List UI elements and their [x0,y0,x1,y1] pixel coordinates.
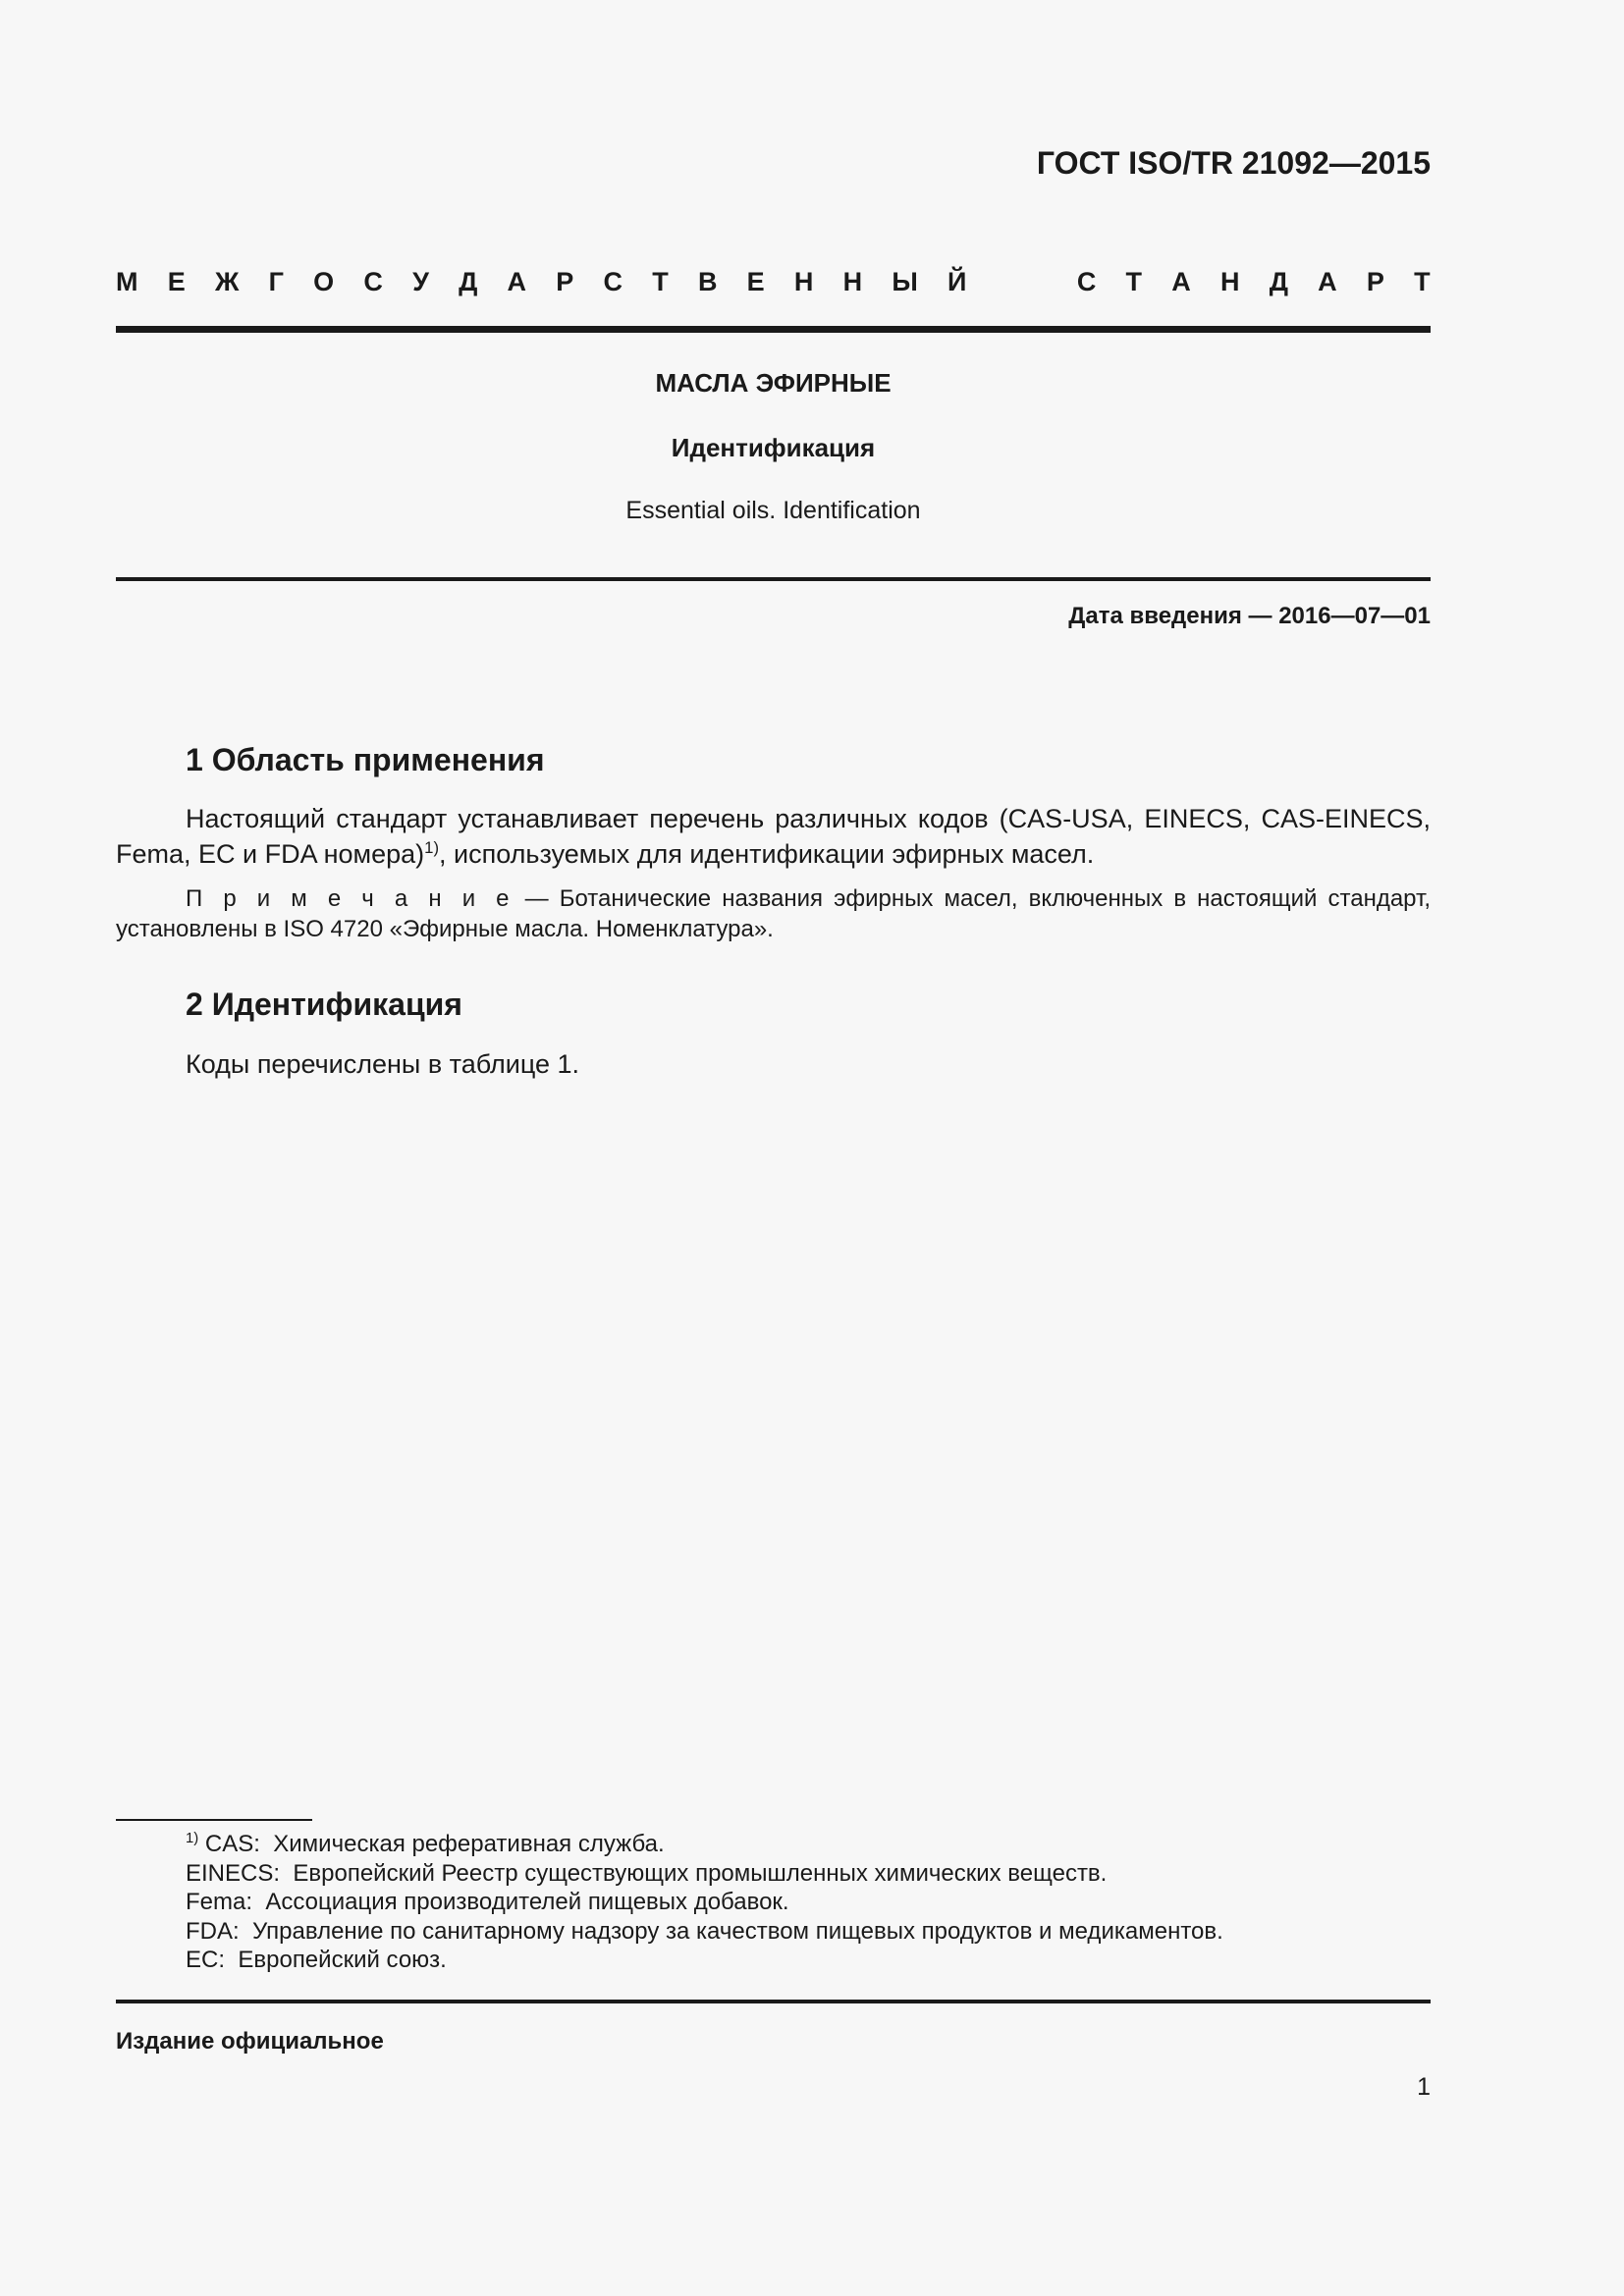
heading-letter: В [697,267,718,296]
header-rule [116,326,1431,333]
heading-letter: Т [652,267,669,296]
note-label: П р и м е ч а н и е [186,885,514,912]
heading-letter: Е [167,267,186,296]
footnote-mark: 1) [186,1831,199,1846]
footer-rule [116,2000,1431,2003]
footnote-text: Европейский Реестр существующих промышленных химических веществ. [293,1859,1108,1887]
heading-letter: Р [1366,267,1384,296]
footnote-item [186,1946,1223,1975]
heading-letter: Н [842,267,863,296]
document-title-english: Essential oils. Identification [625,497,921,524]
heading-letter: Н [793,267,814,296]
heading-letter: Р [556,267,574,296]
heading-letter: Й [947,267,967,296]
heading-letter: Д [1269,267,1288,296]
footnote-item [186,1859,1223,1889]
scope-paragraph [116,801,1431,872]
document-title: МАСЛА ЭФИРНЫЕ [655,368,892,398]
footnote-abbr: FDA: [186,1917,240,1945]
footnote-text: Химическая реферативная служба. [273,1831,665,1857]
standard-code: ГОСТ ISO/TR 21092—2015 [1036,145,1431,181]
document-subtitle: Идентификация [671,433,876,462]
heading-letter: Н [1219,267,1240,296]
heading-letter: О [313,267,335,296]
footnote-abbr: EINECS: [186,1859,281,1887]
heading-letter: С [363,267,383,296]
heading-letter: У [412,267,429,296]
footnote-abbr: CAS: [204,1831,260,1857]
scope-note [116,883,1431,944]
heading-letter: С [1076,267,1097,296]
section-heading-identification: 2 Идентификация [186,987,462,1022]
word-gap [997,267,1048,297]
footnote-separator [116,1819,312,1821]
title-rule [116,577,1431,581]
footnote-reference: 1) [424,838,440,857]
introduction-date: Дата введения — 2016—07—01 [1068,603,1431,629]
footnote-item [186,1917,1223,1947]
heading-letter: Д [459,267,478,296]
heading-letter: Г [268,267,284,296]
footnote-item [186,1830,1223,1859]
footnote-abbr: EC: [186,1947,226,1973]
scope-text-tail: , используемых для идентификации эфирных масел. [439,839,1095,869]
page-number: 1 [1417,2073,1431,2101]
heading-letter: М [116,267,138,296]
footnote-text: Управление по санитарному надзору за качеством пищевых продуктов и медикаментов. [252,1917,1223,1945]
scope-text: Настоящий стандарт устанавливает перечень различных кодов (CAS-USA, EINECS, CAS-EINECS, Fema, EC и FDA номера) [116,804,1431,869]
footnote-abbr: Fema: [186,1889,253,1915]
heading-letter: Ы [892,267,918,296]
footnotes [186,1830,1223,1975]
section-heading-scope: 1 Область применения [186,742,545,777]
heading-letter: Е [746,267,765,296]
identification-paragraph: Коды перечислены в таблице 1. [186,1049,580,1079]
interstate-standard-heading [116,267,1431,297]
footnote-text: Ассоциация производителей пищевых добавок. [265,1889,789,1915]
footnote-item [186,1888,1223,1917]
heading-letter: С [603,267,623,296]
heading-letter: А [1171,267,1191,296]
footnote-text: Европейский союз. [238,1947,447,1973]
heading-letter: Т [1414,267,1431,296]
official-edition-label: Издание официальное [116,2028,384,2055]
note-text: — Ботанические названия эфирных масел, включенных в настоящий стандарт, установлены в ISO 4720 «Эфирные масла. Номенклатура». [116,885,1431,942]
heading-letter: А [1318,267,1337,296]
heading-letter: Т [1125,267,1143,296]
heading-letter: А [507,267,527,296]
heading-letter: Ж [214,267,240,296]
